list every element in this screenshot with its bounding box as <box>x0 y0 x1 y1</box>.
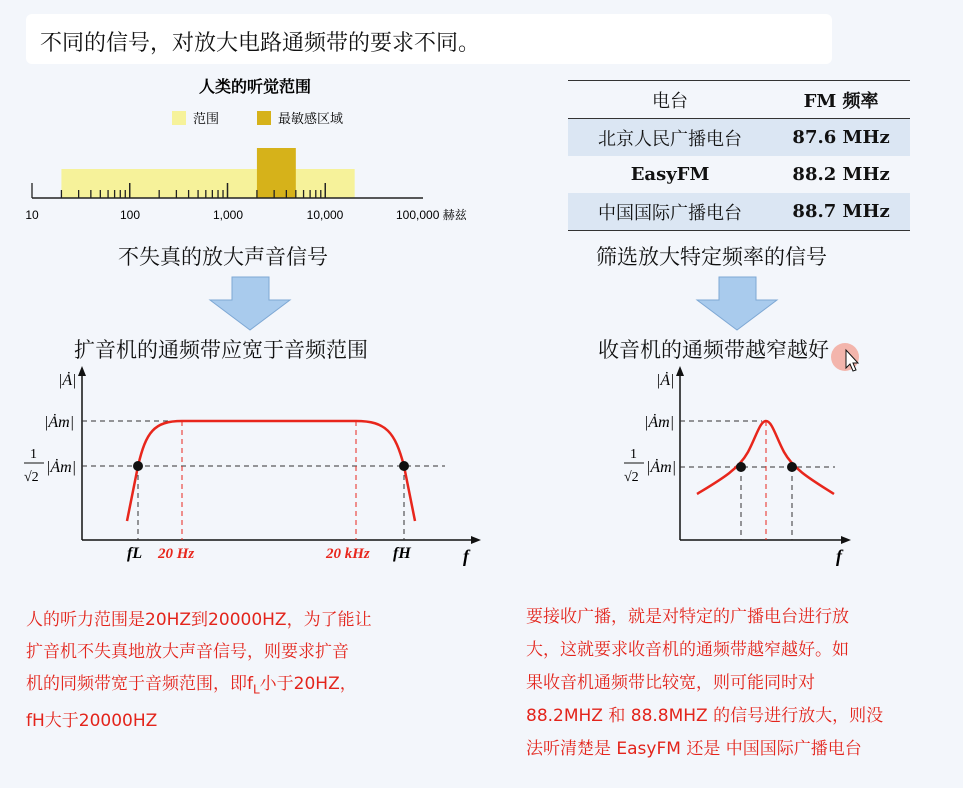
left-fh-label: fH <box>393 545 411 562</box>
table-row <box>568 156 910 193</box>
right-am-label: |Ȧm| <box>644 414 675 431</box>
right-frequency-plot <box>624 366 851 566</box>
right-note-line: 大，这就要求收音机的通频带越窄越好。如 <box>526 640 849 660</box>
right-note-line: 法听清楚是 EasyFM 还是 中国国际广播电台 <box>526 739 862 759</box>
hearing-range-chart <box>25 77 467 222</box>
left-frac-num: 1 <box>30 447 37 462</box>
left-note-line <box>26 668 476 705</box>
left-x-label: f <box>463 546 469 566</box>
right-note-line: 果收音机通频带比较宽，则可能同时对 <box>526 673 815 693</box>
table-cell-frequency: 88.7 MHz <box>772 193 910 231</box>
right-note-line: 88.2MHZ 和 88.8MHZ 的信号进行放大，则没 <box>526 706 884 726</box>
left-note-subscript: L <box>252 682 260 697</box>
left-20khz-label: 20 kHz <box>326 546 370 562</box>
right-x-arrow-icon <box>841 536 851 544</box>
left-down-arrow-icon <box>210 277 290 330</box>
left-note-text: 机的同频带宽于音频范围，即f <box>26 674 253 694</box>
right-frac-num: 1 <box>630 447 637 462</box>
right-y-label: |Ȧ| <box>656 372 675 389</box>
right-frac-den: √2 <box>624 470 639 485</box>
left-y-label: |Ȧ| <box>58 372 77 389</box>
table-cell-frequency: 87.6 MHz <box>772 119 910 157</box>
table-header-row <box>568 81 910 119</box>
left-note-line: 人的听力范围是20HZ到20000HZ，为了能让 <box>26 610 372 630</box>
right-frac-label: |Ȧm| <box>646 459 677 476</box>
left-20hz-label: 20 Hz <box>158 546 195 562</box>
tick-label-10: 10 <box>25 208 39 222</box>
right-down-arrow-icon <box>697 277 777 330</box>
tick-label-1000: 1,000 <box>212 208 244 222</box>
right-x-label: f <box>836 546 842 566</box>
right-fh-point <box>787 462 797 472</box>
hearing-title: 人类的听觉范围 <box>198 79 312 96</box>
right-y-arrow-icon <box>676 366 684 376</box>
left-x-arrow-icon <box>471 536 481 544</box>
sensitive-range-bar <box>257 148 296 198</box>
left-fh-point <box>399 461 409 471</box>
left-subheading: 扩音机的通频带应宽于音频范围 <box>74 338 368 362</box>
fm-station-table <box>568 80 910 231</box>
legend-sensitive-swatch <box>257 111 271 125</box>
left-am-label: |Ȧm| <box>44 414 75 431</box>
left-note <box>26 604 476 737</box>
table-cell-station: EasyFM <box>630 164 710 185</box>
right-note <box>526 601 956 766</box>
table-header-frequency: FM 频率 <box>772 81 910 119</box>
tick-label-100: 100 <box>119 208 141 222</box>
legend-sensitive-label: 最敏感区域 <box>278 111 344 126</box>
table-row <box>568 193 910 231</box>
left-frac-den: √2 <box>24 470 39 485</box>
left-frequency-plot <box>24 366 481 566</box>
right-note-line: 要接收广播，就是对特定的广播电台进行放 <box>526 607 849 627</box>
table-header-station: 电台 <box>568 81 772 119</box>
table-row <box>568 119 910 157</box>
left-note-line: fH大于20000HZ <box>26 711 158 732</box>
tick-label-10000: 10,000 <box>306 208 344 222</box>
table-cell-station: 中国国际广播电台 <box>568 193 772 231</box>
left-y-arrow-icon <box>78 366 86 376</box>
table-cell-frequency: 88.2 MHz <box>792 164 890 185</box>
legend-range-swatch <box>172 111 186 125</box>
legend-range-label: 范围 <box>193 111 220 126</box>
left-note-text: 小于20HZ， <box>259 674 357 694</box>
left-note-line: 扩音机不失真地放大声音信号，则要求扩音 <box>26 642 349 662</box>
left-frac-label: |Ȧm| <box>46 459 77 476</box>
page-title: 不同的信号，对放大电路通频带的要求不同。 <box>40 31 481 56</box>
table-cell-station: 北京人民广播电台 <box>568 119 772 157</box>
left-heading: 不失真的放大声音信号 <box>118 245 328 269</box>
right-subheading: 收音机的通频带越窄越好 <box>598 338 829 362</box>
right-heading: 筛选放大特定频率的信号 <box>596 245 827 269</box>
tick-label-100000: 100,000 赫兹 <box>396 208 467 222</box>
left-fl-label: fL <box>127 545 143 562</box>
right-fl-point <box>736 462 746 472</box>
left-response-curve <box>127 421 415 521</box>
left-fl-point <box>133 461 143 471</box>
